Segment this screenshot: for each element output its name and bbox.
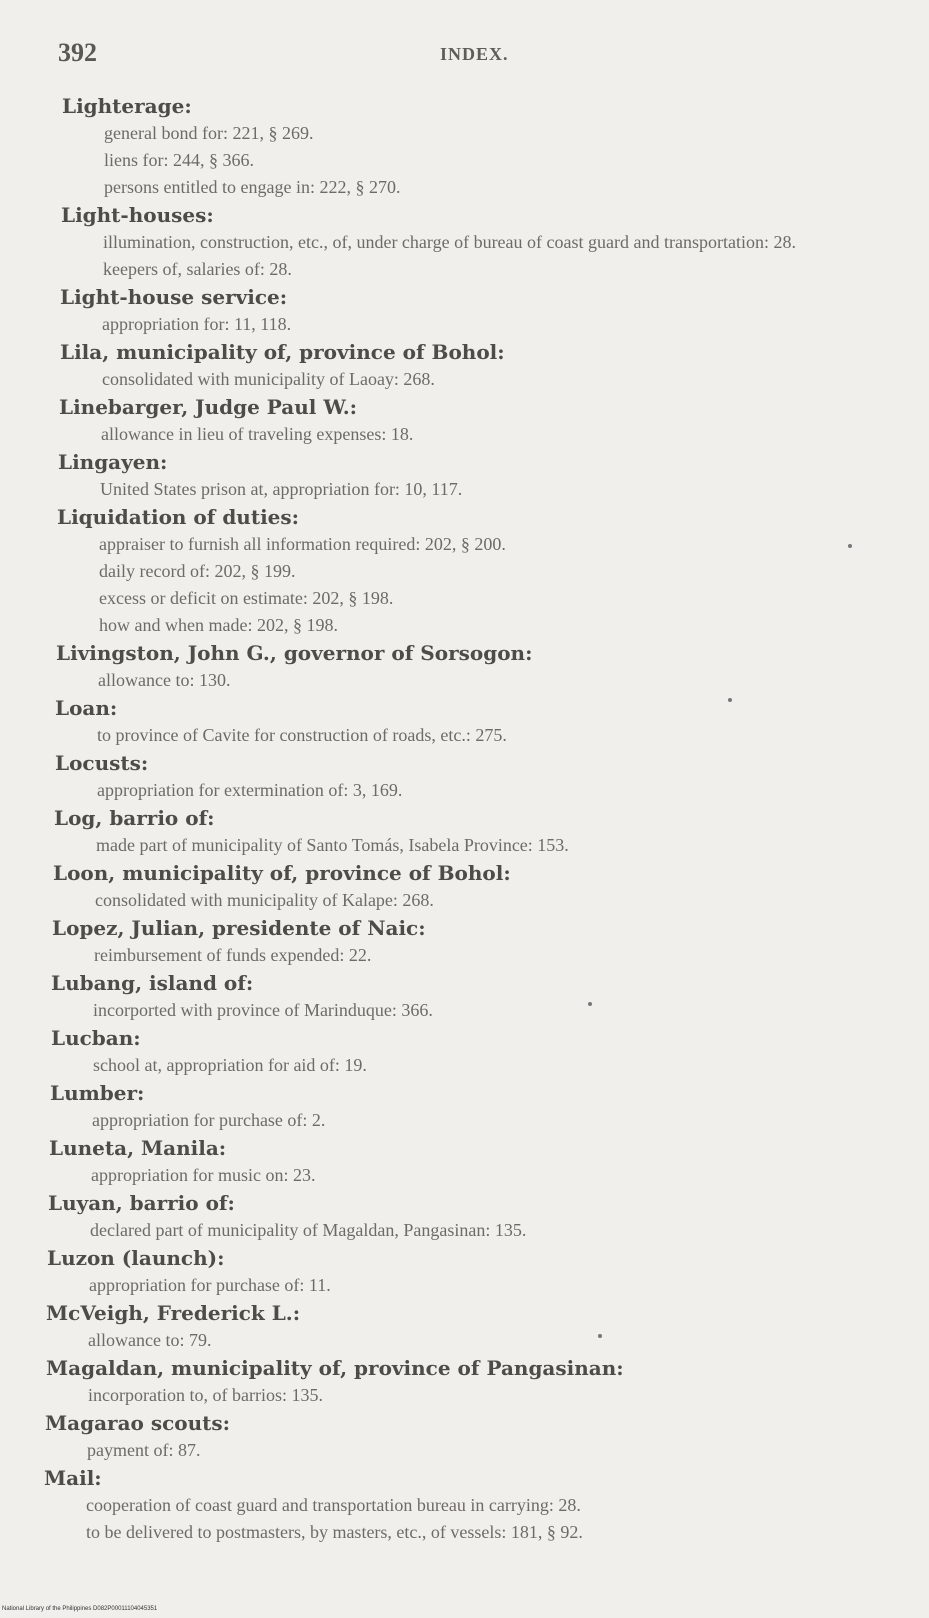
index-entry	[52, 914, 929, 969]
entry-subitem: incorporation to, of barrios: 135.	[88, 1385, 323, 1405]
entry-heading: Magaldan, municipality of, province of Pangasinan:	[46, 1356, 624, 1380]
entry-subitem: reimbursement of funds expended: 22.	[94, 945, 372, 965]
index-entry	[55, 694, 929, 749]
entry-heading: Lubang, island of:	[51, 971, 254, 995]
entry-heading: Loon, municipality of, province of Bohol:	[53, 861, 511, 885]
entry-heading: Luzon (launch):	[47, 1246, 225, 1270]
entry-subitem: to province of Cavite for construction of roads, etc.: 275.	[97, 725, 507, 745]
entry-heading: Lila, municipality of, province of Bohol:	[60, 340, 505, 364]
entry-subitem: United States prison at, appropriation for: 10, 117.	[100, 479, 463, 499]
entry-subitem: allowance in lieu of traveling expenses: 18.	[101, 424, 414, 444]
entry-subitem: payment of: 87.	[87, 1440, 201, 1460]
entry-subitem: school at, appropriation for aid of: 19.	[93, 1055, 367, 1075]
entry-subitem: illumination, construction, etc., of, under charge of bureau of coast guard and transportation: 28.	[103, 232, 796, 252]
entry-heading: Lighterage:	[62, 94, 192, 118]
entry-heading: Lumber:	[50, 1081, 145, 1105]
entry-heading: Luneta, Manila:	[49, 1136, 227, 1160]
entry-subitem: how and when made: 202, § 198.	[99, 615, 338, 635]
entry-subitem: declared part of municipality of Magaldan, Pangasinan: 135.	[90, 1220, 527, 1240]
speck-mark	[588, 1002, 592, 1006]
index-entry	[60, 338, 929, 393]
index-entry	[46, 1354, 929, 1409]
index-entry	[59, 393, 929, 448]
index-entry	[46, 1299, 929, 1354]
entry-heading: Luyan, barrio of:	[48, 1191, 235, 1215]
entry-heading: McVeigh, Frederick L.:	[46, 1301, 301, 1325]
index-entry	[49, 1134, 929, 1189]
entry-subitem: cooperation of coast guard and transportation bureau in carrying: 28.	[86, 1495, 581, 1515]
speck-mark	[728, 698, 732, 702]
entry-subitem: consolidated with municipality of Laoay: 268.	[102, 369, 435, 389]
entry-subitem: made part of municipality of Santo Tomás, Isabela Province: 153.	[96, 835, 569, 855]
index-entry	[62, 92, 929, 201]
index-entry	[45, 1409, 929, 1464]
running-head-title: INDEX.	[440, 44, 509, 64]
entry-heading: Light-houses:	[61, 203, 214, 227]
index-entry	[55, 749, 929, 804]
speck-mark	[598, 1334, 602, 1338]
entry-heading: Liquidation of duties:	[57, 505, 300, 529]
entry-subitem: appraiser to furnish all information required: 202, § 200.	[99, 534, 506, 554]
entry-heading: Lopez, Julian, presidente of Naic:	[52, 916, 426, 940]
page-number: 392	[58, 38, 97, 67]
index-entry	[58, 448, 929, 503]
index-entries	[0, 92, 929, 1546]
entry-subitem: to be delivered to postmasters, by masters, etc., of vessels: 181, § 92.	[86, 1522, 583, 1542]
entry-heading: Linebarger, Judge Paul W.:	[59, 395, 358, 419]
entry-subitem: appropriation for purchase of: 11.	[89, 1275, 331, 1295]
entry-heading: Livingston, John G., governor of Sorsogon:	[56, 641, 533, 665]
entry-subitem: persons entitled to engage in: 222, § 270.	[104, 177, 401, 197]
entry-heading: Magarao scouts:	[45, 1411, 231, 1435]
index-entry	[44, 1464, 929, 1546]
entry-heading: Mail:	[44, 1466, 102, 1490]
entry-subitem: liens for: 244, § 366.	[104, 150, 254, 170]
entry-heading: Lucban:	[51, 1026, 141, 1050]
entry-subitem: allowance to: 79.	[88, 1330, 212, 1350]
entry-subitem: general bond for: 221, § 269.	[104, 123, 314, 143]
entry-subitem: keepers of, salaries of: 28.	[103, 259, 292, 279]
entry-heading: Lingayen:	[58, 450, 168, 474]
entry-heading: Light-house service:	[60, 285, 288, 309]
index-entry	[57, 503, 929, 639]
index-entry	[51, 969, 929, 1024]
index-entry	[51, 1024, 929, 1079]
index-entry	[54, 804, 929, 859]
entry-subitem: appropriation for music on: 23.	[91, 1165, 316, 1185]
entry-heading: Loan:	[55, 696, 118, 720]
entry-subitem: appropriation for extermination of: 3, 169.	[97, 780, 403, 800]
entry-subitem: excess or deficit on estimate: 202, § 198.	[99, 588, 394, 608]
entry-subitem: consolidated with municipality of Kalape: 268.	[95, 890, 434, 910]
index-entry	[60, 283, 929, 338]
page-header	[0, 38, 929, 78]
entry-subitem: incorported with province of Marinduque: 366.	[93, 1000, 433, 1020]
index-entry	[48, 1189, 929, 1244]
entry-subitem: allowance to: 130.	[98, 670, 231, 690]
entry-subitem: appropriation for: 11, 118.	[102, 314, 292, 334]
entry-heading: Log, barrio of:	[54, 806, 215, 830]
index-entry	[50, 1079, 929, 1134]
index-entry	[56, 639, 929, 694]
index-entry	[53, 859, 929, 914]
index-entry	[61, 201, 929, 283]
entry-heading: Locusts:	[55, 751, 149, 775]
entry-subitem: appropriation for purchase of: 2.	[92, 1110, 326, 1130]
entry-subitem: daily record of: 202, § 199.	[99, 561, 296, 581]
scan-credit: National Library of the Philippines D082P00011104045351	[2, 1606, 158, 1612]
speck-mark	[848, 544, 852, 548]
index-entry	[47, 1244, 929, 1299]
